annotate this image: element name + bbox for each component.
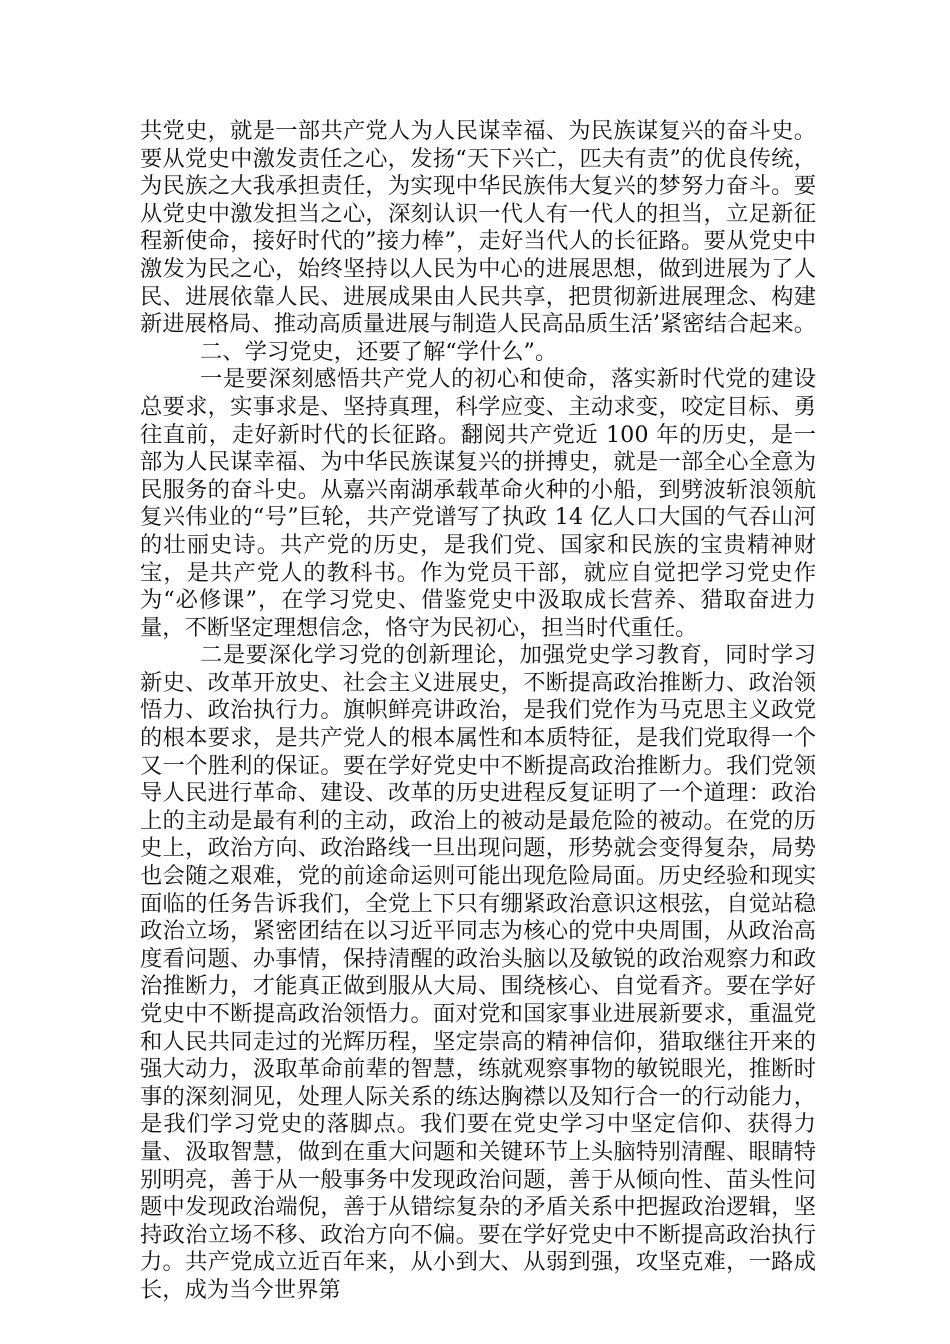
paragraph-1: 共党史，就是一部共产党人为人民谋幸福、为民族谋复兴的奋斗史。要从党史中激发责任之心，发扬“天下兴亡，匹夫有责”的优良传统，为民族之大我承担责任，为实现中华民族伟大复兴的梦努力奋斗。要从党史中激发担当之心，深刻认识一代人有一代人的担当，立足新征程新使命，接好时代的”接力棒”，走好当代人的长征路。要从党史中激发为民之心，始终坚持以人民为中心的进展思想，做到进展为了人民、进展依靠人民、进展成果由人民共享，把贯彻新进展理念、构建新进展格局、推动高质量进展与制造人民高品质生活’紧密结合起来。 xyxy=(140,118,816,338)
document-body xyxy=(140,118,816,1305)
paragraph-3: 一是要深刻感悟共产党人的初心和使命，落实新时代党的建设总要求，实事求是、坚持真理，科学应变、主动求变，咬定目标、勇往直前，走好新时代的长征路。翻阅共产党近 100 年的历史，是一部为人民谋幸福、为中华民族谋复兴的拼搏史，就是一部全心全意为民服务的奋斗史。从嘉兴南湖承载革命火种的小船，到劈波斩浪领航复兴伟业的“号”巨轮，共产党谱写了执政 14 亿人口大国的气吞山河的壮丽史诗。共产党的历史，是我们党、国家和民族的宝贵精神财宝，是共产党人的教科书。作为党员干部，就应自觉把学习党史作为“必修课”，在学习党史、借鉴党史中汲取成长营养、猎取奋进力量，不断坚定理想信念，恪守为民初心，担当时代重任。 xyxy=(140,366,816,641)
paragraph-4: 二是要深化学习党的创新理论，加强党史学习教育，同时学习新史、改革开放史、社会主义进展史，不断提高政治推断力、政治领悟力、政治执行力。旗帜鲜亮讲政治，是我们党作为马克思主义政党的根本要求，是共产党人的根本属性和本质特征，是我们党取得一个又一个胜利的保证。要在学好党史中不断提高政治推断力。我们党领导人民进行革命、建设、改革的历史进程反复证明了一个道理：政治上的主动是最有利的主动，政治上的被动是最危险的被动。在党的历史上，政治方向、政治路线一旦出现问题，形势就会变得复杂，局势也会随之艰难，党的前途命运则可能出现危险局面。历史经验和现实面临的任务告诉我们，全党上下只有绷紧政治意识这根弦，自觉站稳政治立场，紧密团结在以习近平同志为核心的党中央周围，从政治高度看问题、办事情，保持清醒的政治头脑以及敏锐的政治观察力和政治推断力，才能真正做到服从大局、围绕核心、自觉看齐。要在学好党史中不断提高政治领悟力。面对党和国家事业进展新要求，重温党和人民共同走过的光辉历程，坚定崇高的精神信仰，猎取继往开来的强大动力，汲取革命前辈的智慧，练就观察事物的敏锐眼光，推断时事的深刻洞见，处理人际关系的练达胸襟以及知行合一的行动能力，是我们学习党史的落脚点。我们要在党史学习中坚定信仰、获得力量、汲取智慧，做到在重大问题和关键环节上头脑特别清醒、眼睛特别明亮，善于从一般事务中发现政治问题，善于从倾向性、苗头性问题中发现政治端倪，善于从错综复杂的矛盾关系中把握政治逻辑，坚持政治立场不移、政治方向不偏。要在学好党史中不断提高政治执行力。共产党成立近百年来，从小到大、从弱到强，攻坚克难，一路成长，成为当今世界第 xyxy=(140,642,816,1303)
section-heading-2: 二、学习党史，还要了解“学什么”。 xyxy=(200,338,558,365)
